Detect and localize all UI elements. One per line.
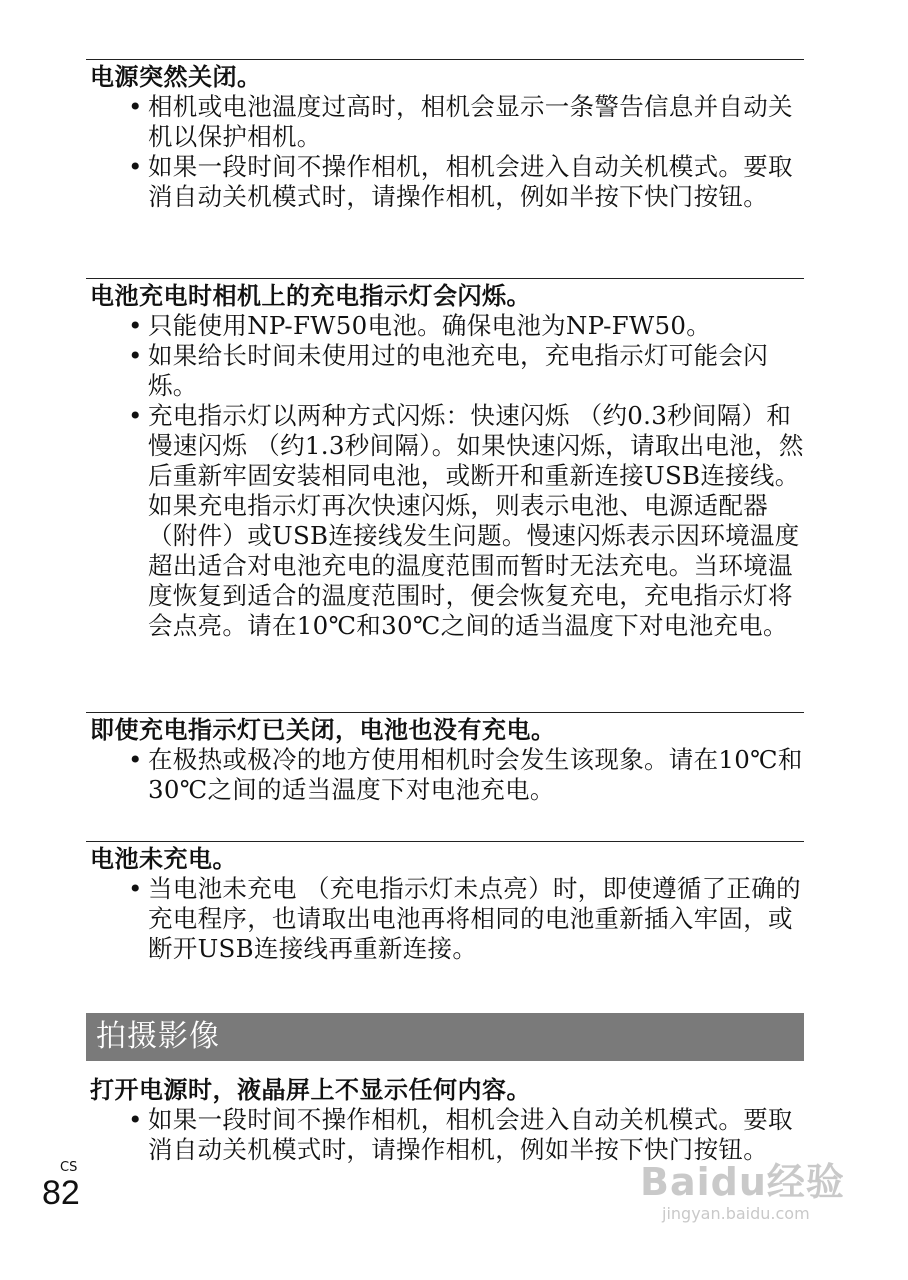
watermark-url: jingyan.baidu.com [662,1204,810,1223]
section-heading: 电池未充电。 [90,845,237,873]
section-power-off [86,59,804,212]
section-heading: 即使充电指示灯已关闭，电池也没有充电。 [90,716,556,744]
section-heading: 电源突然关闭。 [90,63,262,91]
list-item: • 如果一段时间不操作相机，相机会进入自动关机模式。要取消自动关机模式时，请操作相机，例如半按下快门按钮。 [128,1105,804,1165]
section-lamp-off-not-charged [86,712,804,805]
section-charge-lamp-blinking [86,278,804,641]
list-item: • 如果给长时间未使用过的电池充电，充电指示灯可能会闪烁。 [128,341,804,401]
section-heading: 电池充电时相机上的充电指示灯会闪烁。 [90,282,531,310]
watermark [640,1160,870,1240]
section-no-display [86,1073,804,1165]
list-item: • 在极热或极冷的地方使用相机时会发生该现象。请在10℃和30℃之间的适当温度下对电池充电。 [128,745,804,805]
list-item: • 相机或电池温度过高时，相机会显示一条警告信息并自动关机以保护相机。 [128,92,804,152]
section-battery-not-charged [86,841,804,964]
bullet-list [86,745,804,805]
page-number: 82 [42,1174,80,1212]
list-item: • 充电指示灯以两种方式闪烁：快速闪烁 （约0.3秒间隔）和慢速闪烁 （约1.3秒间隔）。如果快速闪烁，请取出电池，然后重新牢固安装相同电池，或断开和重新连接USB连接线。如果充电指示灯再次快速闪烁，则表示电池、电源适配器 （附件）或USB连接线发生问题。慢速闪烁表示因环境温度超出适合对电池充电的温度范围而暂时无法充电。当环境温度恢复到适合的温度范围时，便会恢复充电，充电指示灯将会点亮。请在10℃和30℃之间的适当温度下对电池充电。 [128,401,804,641]
section-heading: 打开电源时，液晶屏上不显示任何内容。 [90,1076,531,1104]
list-item: • 当电池未充电 （充电指示灯未点亮）时，即使遵循了正确的充电程序，也请取出电池再将相同的电池重新插入牢固，或断开USB连接线再重新连接。 [128,874,804,964]
bullet-list [86,92,804,212]
bullet-list [86,874,804,964]
list-item: • 如果一段时间不操作相机，相机会进入自动关机模式。要取消自动关机模式时，请操作相机，例如半按下快门按钮。 [128,152,804,212]
bullet-list [86,1105,804,1165]
chapter-banner: 拍摄影像 [86,1013,804,1061]
watermark-logo: Baidu经验 [640,1160,845,1204]
bullet-list [86,311,804,641]
list-item: • 只能使用NP-FW50电池。确保电池为NP-FW50。 [128,311,804,341]
page-language-code: CS [60,1160,78,1175]
